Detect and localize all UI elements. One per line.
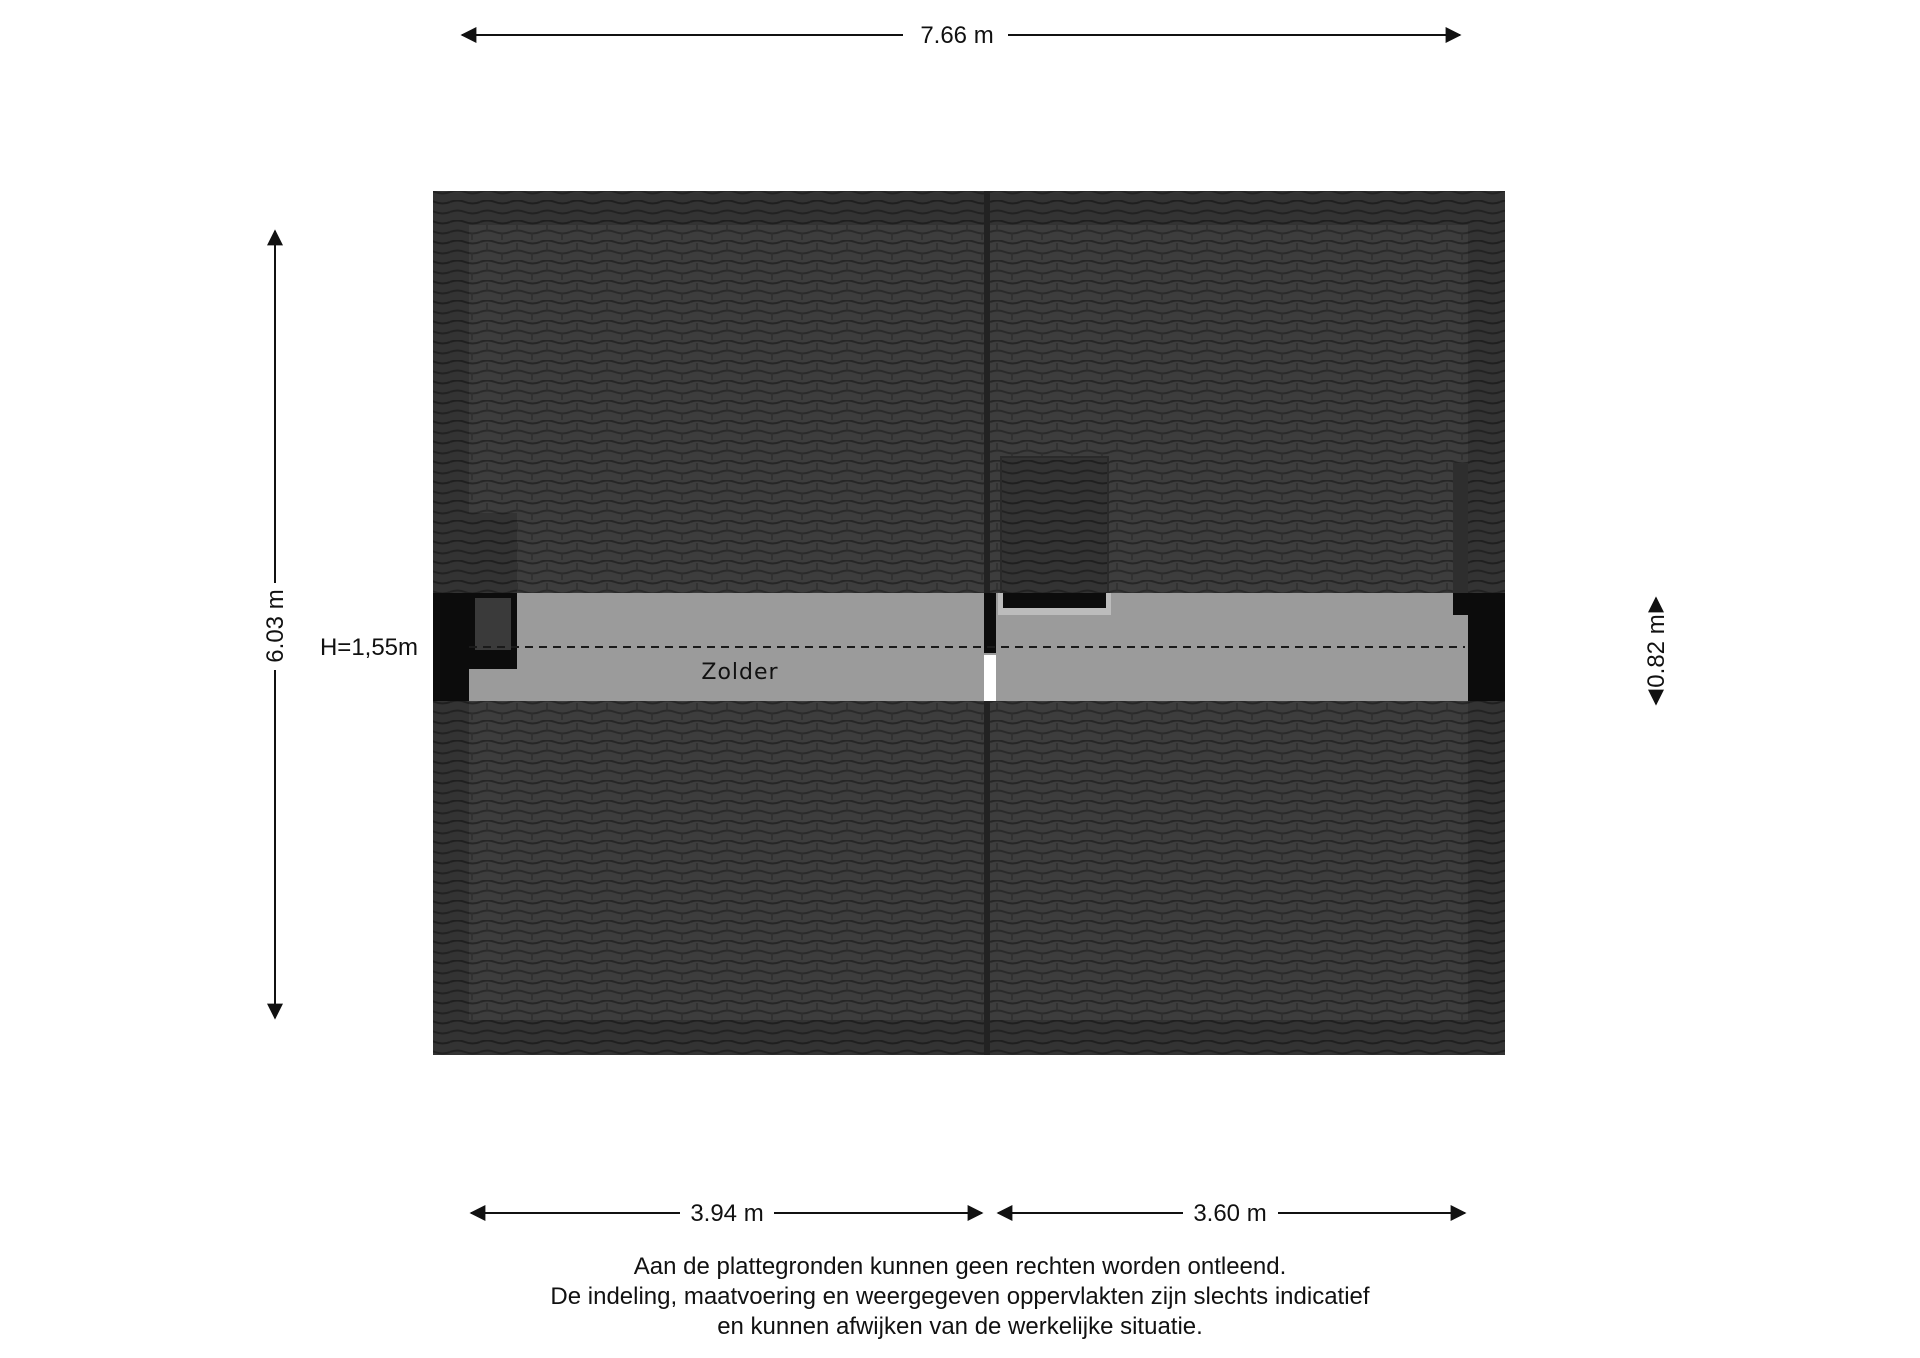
dimension-bottom-right (998, 1200, 1465, 1227)
disclaimer-line-2: De indeling, maatvoering en weergegeven oppervlakten zijn slechts indicatief (550, 1283, 1370, 1310)
dimension-right (1643, 598, 1670, 704)
roof-eave-top (433, 191, 1505, 225)
disclaimer-line-3: en kunnen afwijken van de werkelijke situatie. (717, 1313, 1203, 1340)
roof-right-block (1453, 463, 1468, 603)
dimension-top (462, 22, 1460, 49)
height-label: H=1,55m (319, 634, 419, 661)
wall-right (1468, 593, 1505, 701)
disclaimer-line-1: Aan de plattegronden kunnen geen rechten worden ontleend. (633, 1253, 1287, 1280)
wall-right-notch (1453, 593, 1468, 615)
door-opening (984, 655, 996, 701)
dimension-bottom-left-label: 3.94 m (690, 1200, 764, 1227)
dimension-top-label: 7.66 m (920, 22, 994, 49)
roof-eave-bottom (433, 1020, 1505, 1055)
skylight-frame-inner (1003, 593, 1106, 608)
skylight (1001, 457, 1108, 613)
wall-left-notch (475, 598, 511, 650)
dimension-left-label: 6.03 m (262, 589, 289, 663)
disclaimer (0, 1252, 1920, 1342)
floor-strip (469, 593, 1468, 701)
dimension-left (262, 231, 289, 1018)
dimension-bottom-right-label: 3.60 m (1193, 1200, 1267, 1227)
chimney-left (469, 513, 517, 603)
dimension-right-label: 0.82 m (1643, 614, 1670, 688)
dimension-bottom-left (471, 1200, 982, 1227)
wall-divider (984, 593, 996, 653)
attic-floor (320, 593, 1505, 701)
room-label-zolder: Zolder (701, 660, 779, 685)
wall-left (433, 593, 469, 701)
